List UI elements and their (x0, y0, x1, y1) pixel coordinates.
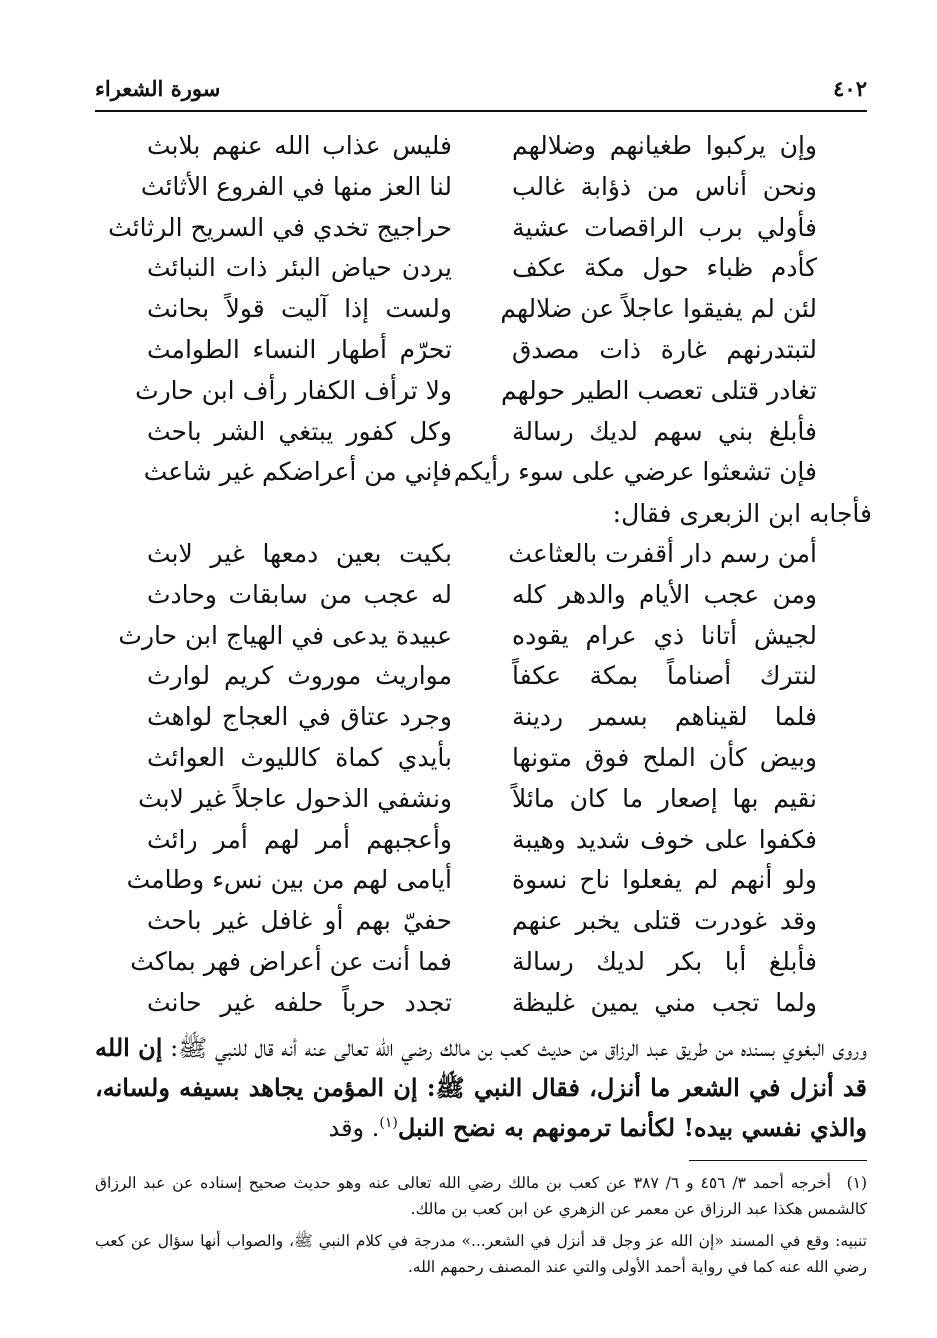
second-hemistich: تحرّم أطهار النساء الطوامث (147, 334, 452, 364)
second-hemistich: تجدد حرباً حلفه غير حانث (147, 987, 452, 1017)
verse (95, 942, 867, 983)
surah-title: سورة الشعراء (95, 76, 221, 101)
first-hemistich: فأولي برب الراقصات عشية (512, 212, 817, 242)
reply-intro: فأجابه ابن الزبعرى فقال: (612, 499, 872, 528)
footnote-rule (689, 1160, 867, 1161)
verse (95, 575, 867, 616)
second-hemistich: له عجب من سابقات وحادث (147, 579, 452, 609)
second-hemistich: حراجيج تخدي في السريح الرثائث (108, 212, 452, 242)
verse (95, 412, 867, 453)
second-hemistich: وكل كفور يبتغي الشر باحث (147, 416, 452, 446)
first-hemistich: تغادر قتلى تعصب الطير حولهم (500, 375, 817, 405)
verse (95, 983, 867, 1024)
footnote-1 (95, 1170, 867, 1222)
first-hemistich: فإن تشعثوا عرضي على سوء رأيكم (453, 457, 817, 487)
verse (95, 860, 867, 901)
first-hemistich: لنترك أصناماً بمكة عكفاً (512, 661, 817, 691)
first-hemistich: لجيش أتانا ذي عرام يقوده (512, 620, 817, 650)
verse (95, 738, 867, 779)
verse (95, 616, 867, 657)
hadith-text: إن الله قد أنزل في الشعر ما أنزل، فقال النبي ﷺ: إن المؤمن يجاهد بسيفه ولسانه، والذي نفسي بيده! لكأنما ترمونهم به نضح النبل (95, 1033, 867, 1142)
poem-reply (95, 534, 867, 1024)
verse (95, 208, 867, 249)
footnotes (95, 1170, 867, 1286)
second-hemistich: ولا ترأف الكفار رأف ابن حارث (135, 375, 452, 405)
second-hemistich: فإني من أعراضكم غير شاعث (143, 457, 452, 487)
first-hemistich: نقيم بها إصعار ما كان مائلاً (512, 783, 817, 813)
footnote-note: تنبيه: وقع في المسند «إن الله عز وجل قد أنزل في الشعر...» مدرجة في كلام النبي ﷺ، والصواب أنها سؤال عن كعب رضي الله عنه كما في رواية أحمد الأولى والتي عند المصنف رحمهم الله. (95, 1232, 867, 1276)
first-hemistich: فكفوا على خوف شديد وهيبة (512, 824, 817, 854)
verse (95, 656, 867, 697)
verse (95, 126, 867, 167)
running-header (95, 76, 867, 106)
first-hemistich: كأدم ظباء حول مكة عكف (512, 253, 817, 283)
first-hemistich: ومن عجب الأيام والدهر كله (512, 579, 817, 609)
verse (95, 534, 867, 575)
second-hemistich: حفيّ بهم أو غافل غير باحث (147, 906, 452, 936)
prose-text-end: . وقد (328, 1114, 380, 1142)
header-rule (95, 110, 867, 112)
first-hemistich: أمن رسم دار أقفرت بالعثاعث (508, 539, 817, 568)
verse (95, 167, 867, 208)
first-hemistich: وبيض كأن الملح فوق متونها (512, 742, 817, 772)
second-hemistich: وأعجبهم أمر لهم أمر رائث (147, 824, 452, 854)
verse (95, 330, 867, 371)
first-hemistich: لتبتدرنهم غارة ذات مصدق (512, 334, 817, 364)
second-hemistich: وجرد عتاق في العجاج لواهث (147, 702, 452, 732)
second-hemistich: ونشفي الذحول عاجلاً غير لابث (138, 783, 452, 813)
second-hemistich: بكيت بعين دمعها غير لابث (147, 539, 452, 568)
second-hemistich: ولست إذا آليت قولاً بحانث (147, 294, 452, 324)
first-hemistich: لئن لم يفيقوا عاجلاً عن ضلالهم (500, 294, 817, 324)
first-hemistich: ولو أنهم لم يفعلوا ناح نسوة (512, 865, 817, 895)
first-hemistich: وإن يركبوا طغيانهم وضلالهم (512, 131, 817, 160)
footnote-ref: (١) (379, 1115, 398, 1131)
second-hemistich: مواريث موروث كريم لوارث (147, 661, 452, 691)
first-hemistich: فأبلغ بني سهم لديك رسالة (512, 416, 817, 446)
verse (95, 371, 867, 412)
first-hemistich: وقد غودرت قتلى يخبر عنهم (512, 906, 817, 936)
second-hemistich: بأيدي كماة كالليوث العوائث (147, 742, 452, 772)
prose-text: وروى البغوي بسنده من طريق عبد الرزاق من حديث كعب بن مالك رضي الله تعالى عنه أنه قال للنبي ﷺ: (162, 1034, 867, 1062)
verse (95, 248, 867, 289)
first-hemistich: ولما تجب مني يمين غليظة (512, 987, 817, 1017)
second-hemistich: لنا العز منها في الفروع الأثائث (140, 171, 452, 201)
poem-first (95, 126, 867, 493)
verse (95, 452, 867, 493)
verse (95, 289, 867, 330)
first-hemistich: فلما لقيناهم بسمر ردينة (512, 702, 817, 732)
second-hemistich: عبيدة يدعى في الهياج ابن حارث (118, 620, 452, 650)
verse (95, 697, 867, 738)
verse (95, 820, 867, 861)
second-hemistich: أيامى لهم من بين نسء وطامث (126, 865, 452, 895)
second-hemistich: فما أنت عن أعراض فهر بماكث (130, 946, 452, 976)
second-hemistich: يردن حياض البئر ذات النبائث (147, 253, 452, 283)
footnote-text: أخرجه أحمد ٣/ ٤٥٦ و ٦/ ٣٨٧ عن كعب بن مالك رضي الله تعالى عنه وهو حديث صحيح إسناده عن عبد الرزاق كالشمس هكذا عبد الرزاق عن معمر عن الزهري عن ابن كعب بن مالك. (95, 1174, 867, 1218)
verse (95, 779, 867, 820)
page-number: ٤٠٢ (833, 76, 867, 101)
footnote-number: (١) (846, 1174, 868, 1192)
verse (95, 901, 867, 942)
prose-paragraph (95, 1028, 867, 1148)
first-hemistich: ونحن أناس من ذؤابة غالب (512, 171, 817, 201)
first-hemistich: فأبلغ أبا بكر لديك رسالة (512, 946, 817, 976)
second-hemistich: فليس عذاب الله عنهم بلابث (147, 131, 452, 160)
